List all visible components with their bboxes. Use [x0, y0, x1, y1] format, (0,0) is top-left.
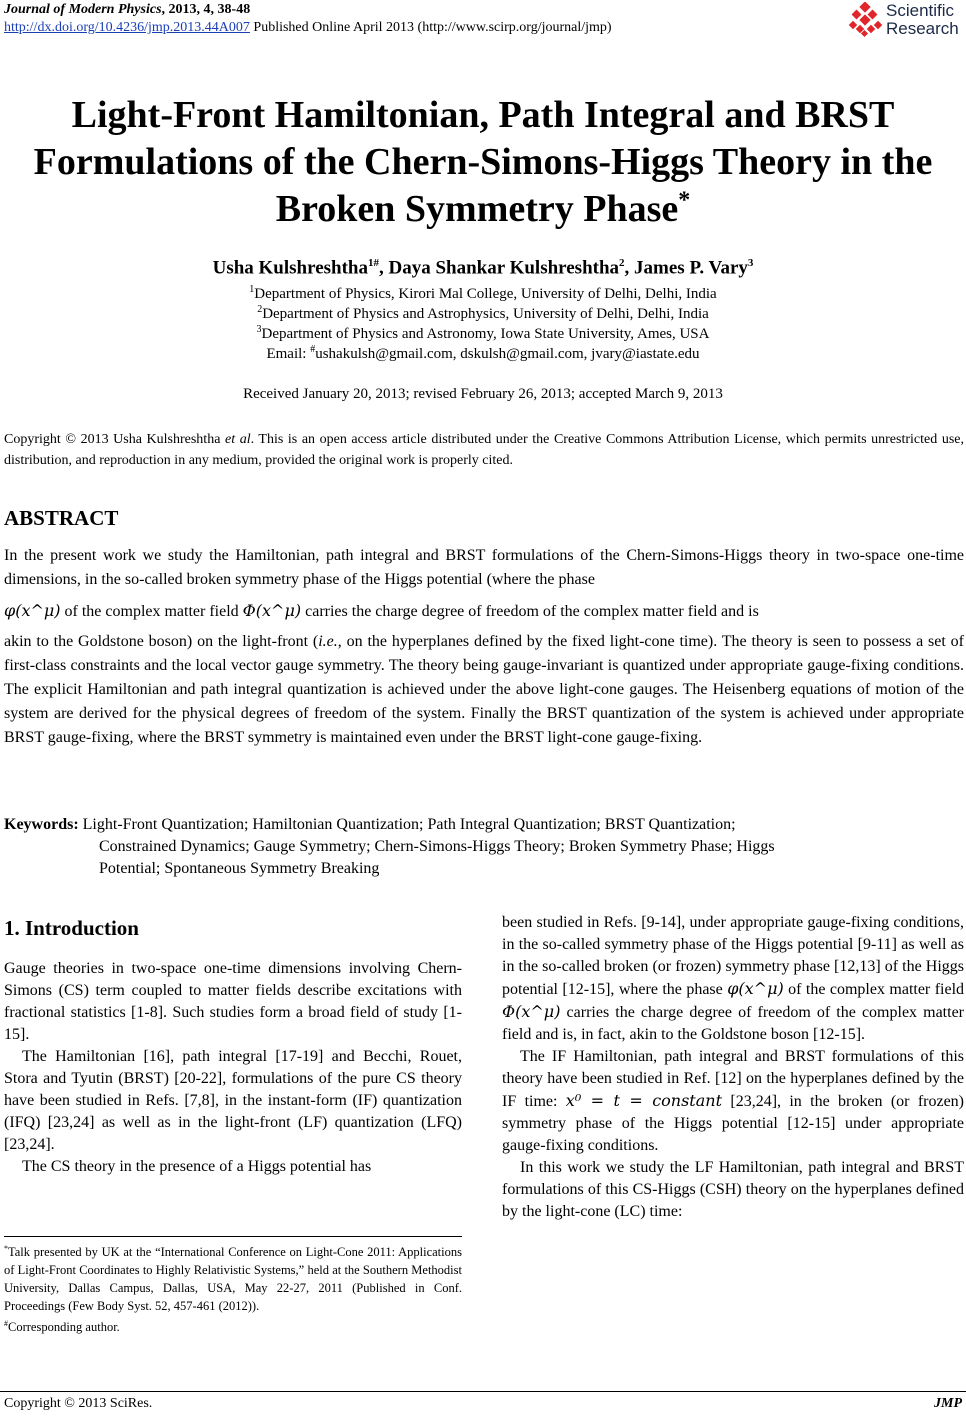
- doi-link[interactable]: http://dx.doi.org/10.4236/jmp.2013.44A007: [4, 20, 250, 35]
- math-phi: φ(x^μ): [4, 601, 61, 620]
- right-column: [502, 912, 964, 1223]
- paragraph: been studied in Refs. [9-14], under appropriate gauge-fixing conditions, in the so-called symmetry phase of the Higgs potential [9-11] as well as in the so-called broken (or frozen) symmetry phase [12,13] of the Higgs potential [12-15], where the phase φ(x^μ) of the complex matter field Φ(x^μ) carries the charge degree of freedom of the complex matter field and is, in fact, akin to the Goldstone boson [12-15].: [502, 914, 965, 1043]
- copyright-notice: Copyright © 2013 Usha Kulshreshtha et al. This is an open access article distributed under the Creative Commons Attribution License, which permits unrestricted use, distribution, and reproduction in any medium, provided the original work is properly cited.: [4, 432, 964, 468]
- published-info: Published Online April 2013 (http://www.scirp.org/journal/jmp): [249, 20, 612, 35]
- footnotes: [4, 1240, 462, 1336]
- footer-journal-abbr: JMP: [934, 1396, 962, 1411]
- math-Phi: Φ(x^μ): [242, 601, 302, 620]
- abstract-body: In the present work we study the Hamiltonian, path integral and BRST formulations of the Chern-Simons-Higgs theory in two-space one-time dimensions, in the so-called broken symmetry phase of the Higgs potential (where the phase φ(x^μ) of the complex matter field Φ(x^μ) carries the charge degree of freedom of the complex matter field and is akin to the Goldstone boson) on the light-front (i.e., on the hyperplanes defined by the fixed light-cone time). The theory is seen to possess a set of first-class constraints and the local vector gauge symmetry. The theory being gauge-invariant is quantized under appropriate gauge-fixing conditions. The explicit Hamiltonian and path integral quantization is achieved under the above light-cone gauges. The Heisenberg equations of motion of the system are derived for the physical degrees of freedom of the system. Finally the BRST quantization of the system is achieved under appropriate BRST gauge-fixing, where the BRST symmetry is maintained even under the BRST light-cone gauge-fixing.: [4, 547, 964, 746]
- logo-mark-icon: [848, 2, 884, 38]
- journal-volume: , 2013, 4, 38-48: [161, 2, 251, 17]
- keywords: Keywords: Light-Front Quantization; Hamiltonian Quantization; Path Integral Quantization; BRST Quantization; Constrained Dynamics; Gauge Symmetry; Chern-Simons-Higgs Theory; Broken Symmetry Phase; Higgs Potential; Spontaneous Symmetry Breaking: [4, 816, 775, 877]
- footnote-divider: [4, 1236, 462, 1237]
- footnote-1: *Talk presented by UK at the “International Conference on Light-Cone 2011: Applications of Light-Front Coordinates to Highly Relativistic Systems,” held at the Southern Methodist University, Dallas Campus, Dallas, USA, May 22-27, 2011 (Published in Conf. Proceedings (Few Body Syst. 52, 457-461 (2012)).: [4, 1244, 462, 1314]
- journal-header: [4, 2, 250, 18]
- paper-title: Light-Front Hamiltonian, Path Integral and BRST Formulations of the Chern-Simons-Higgs Theory in the Broken Symmetry Phase*: [33, 94, 933, 230]
- paragraph: In this work we study the LF Hamiltonian, path integral and BRST formulations of this CS-Higgs (CSH) theory on the hyperplanes defined by the light-cone (LC) time:: [502, 1159, 964, 1220]
- logo-text: Scientific Research: [886, 1, 959, 38]
- title-footnote-mark: *: [678, 187, 691, 214]
- scientific-research-logo: [848, 2, 966, 40]
- abstract-heading: ABSTRACT: [4, 506, 119, 530]
- keywords-label: Keywords:: [4, 816, 79, 833]
- paragraph: The IF Hamiltonian, path integral and BRST formulations of this theory have been studied in Ref. [12] on the hyperplanes defined by the IF time: x⁰ = t = constant [23,24], in the broken (or frozen) symmetry phase of the Higgs potential [12-15] under appropriate gauge-fixing conditions.: [502, 1048, 964, 1154]
- paragraph: Gauge theories in two-space one-time dimensions involving Chern-Simons (CS) term coupled to matter fields describe excitations with fractional statistics [1-8]. Such studies form a broad field of study [1-15].: [4, 960, 462, 1043]
- paragraph: The CS theory in the presence of a Higgs potential has: [22, 1158, 372, 1175]
- affiliation-2: $^2$Department of Physics and Astrophysics, University of Delhi, Delhi, India: [257, 304, 709, 322]
- journal-name: Journal of Modern Physics: [4, 2, 162, 17]
- paragraph: The Hamiltonian [16], path integral [17-19] and Becchi, Rouet, Stora and Tyutin (BRST) [20-22], formulations of the pure CS theory have been studied in Refs. [7,8], in the instant-form (IF) quantization (IFQ) [23,24] as well as in the light-front (LF) quantization (LFQ) [23,24].: [4, 1048, 462, 1153]
- affiliation-3: $^3$Department of Physics and Astronomy, Iowa State University, Ames, USA: [256, 324, 710, 342]
- affiliation-1: $^1$Department of Physics, Kirori Mal College, University of Delhi, Delhi, India: [249, 284, 717, 302]
- footnote-2: #Corresponding author.: [4, 1319, 120, 1335]
- doi-line: [4, 20, 612, 36]
- section-heading: 1. Introduction: [4, 916, 139, 940]
- footer-copyright: Copyright © 2013 SciRes.: [4, 1396, 153, 1411]
- footer-divider: [0, 1391, 966, 1392]
- received-dates: Received January 20, 2013; revised February 26, 2013; accepted March 9, 2013: [243, 386, 723, 402]
- left-column: [4, 958, 462, 1178]
- email-line: Email: #ushakulsh@gmail.com, dskulsh@gmail.com, jvary@iastate.edu: [266, 344, 700, 362]
- author-list: Usha Kulshreshtha$^{1\#}$, Daya Shankar Kulshreshtha$^2$, James P. Vary$^3$: [212, 257, 754, 279]
